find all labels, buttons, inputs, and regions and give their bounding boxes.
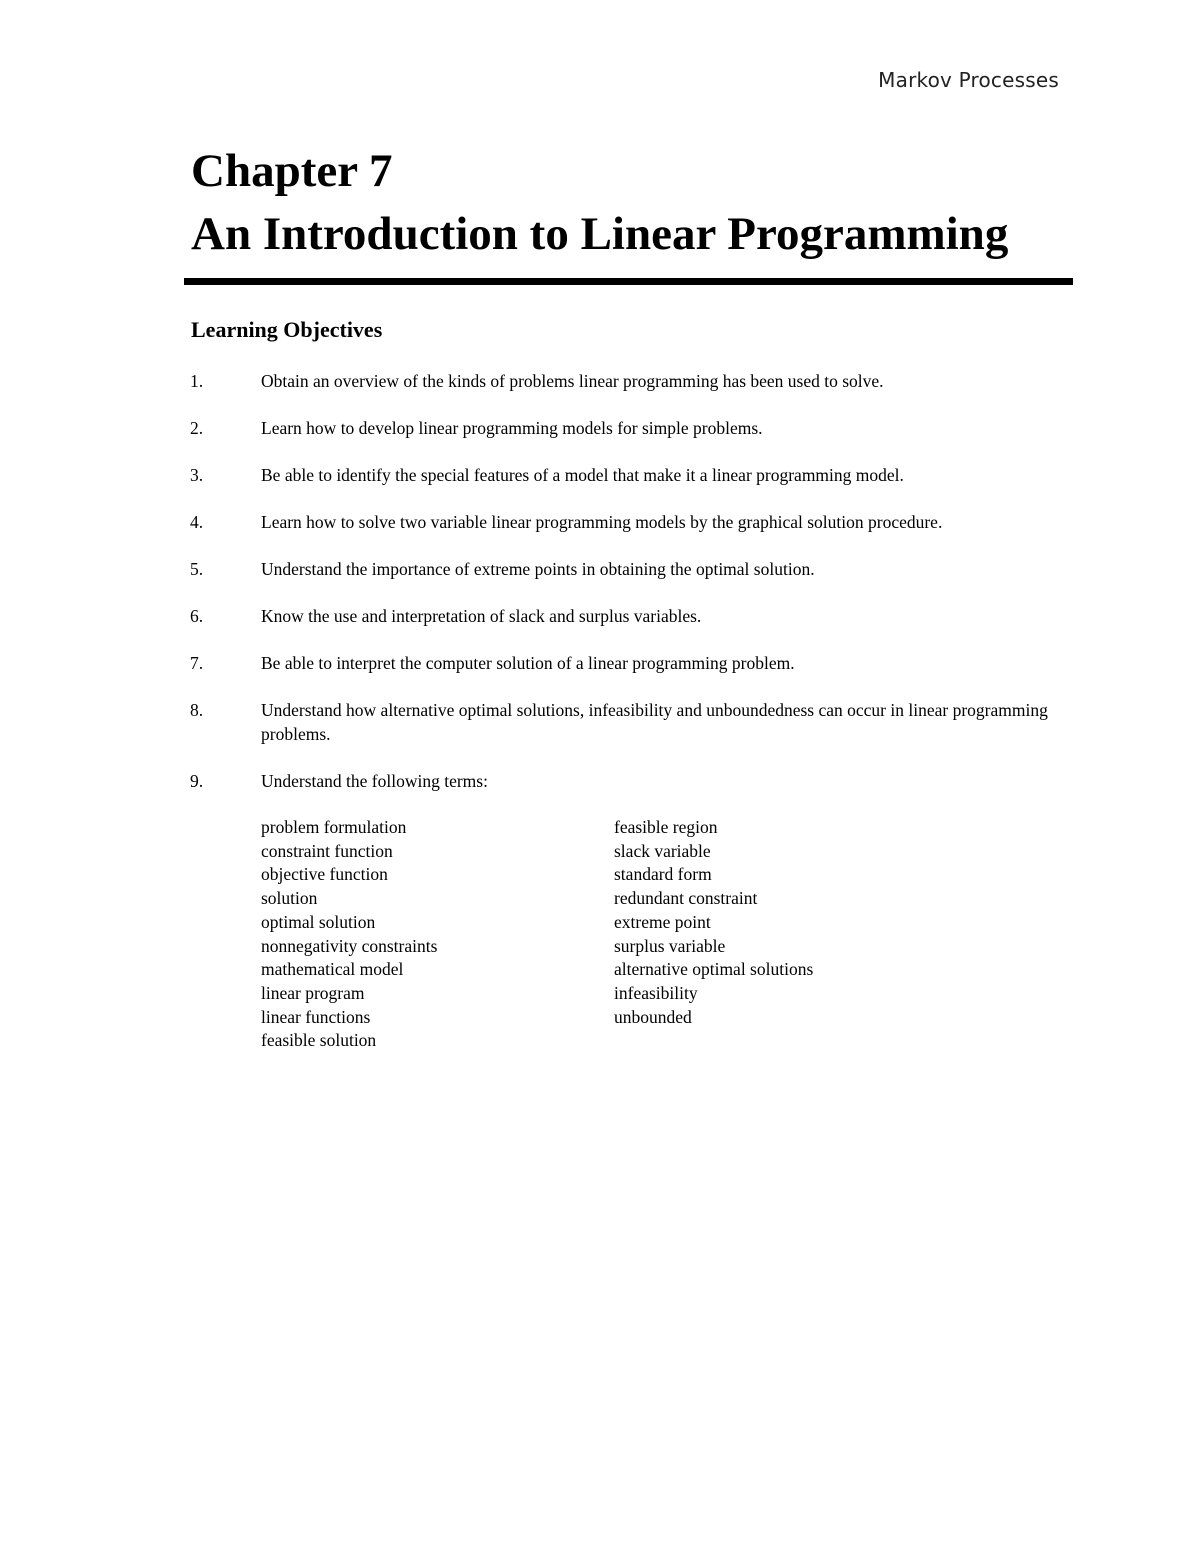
term-item: mathematical model: [261, 959, 404, 980]
objective-text: Learn how to develop linear programming models for simple problems.: [261, 418, 763, 438]
term-item: linear program: [261, 982, 365, 1003]
objective-text: Understand the importance of extreme points in obtaining the optimal solution.: [261, 559, 815, 579]
chapter-title: [191, 140, 1008, 266]
objective-text: Understand how alternative optimal solutions, infeasibility and unboundedness can occur in linear programming problems.: [261, 700, 1048, 744]
objective-text: Know the use and interpretation of slack and surplus variables.: [261, 606, 702, 626]
objectives-list: [190, 370, 1070, 817]
objective-number: 9.: [190, 770, 204, 791]
term-item: linear functions: [261, 1006, 371, 1027]
objective-text: Be able to interpret the computer solution of a linear programming problem.: [261, 653, 795, 673]
objective-item: [190, 558, 1070, 582]
title-divider: [184, 278, 1073, 285]
term-item: extreme point: [614, 911, 711, 932]
objective-number: 6.: [190, 606, 204, 626]
terms-column-right: [614, 816, 813, 1029]
objective-number: 5.: [190, 559, 204, 579]
term-item: solution: [261, 888, 318, 909]
objective-item: [190, 370, 1070, 394]
chapter-number: Chapter 7: [191, 145, 393, 197]
objective-text: Be able to identify the special features of a model that make it a linear programming model.: [261, 465, 904, 485]
term-item: infeasibility: [614, 982, 698, 1003]
objective-number: 2.: [190, 418, 204, 438]
objective-number: 4.: [190, 512, 204, 532]
objective-number: 7.: [190, 653, 204, 673]
chapter-name: An Introduction to Linear Programming: [191, 208, 1009, 260]
term-item: surplus variable: [614, 935, 726, 956]
objective-number: 1.: [190, 371, 204, 391]
objective-item: [190, 699, 1070, 746]
running-header: Markov Processes: [878, 68, 1059, 92]
objective-number: 3.: [190, 465, 204, 485]
objective-number: 8.: [190, 700, 204, 720]
objective-item: [190, 605, 1070, 629]
term-item: feasible region: [614, 817, 718, 837]
objective-item: [190, 464, 1070, 488]
term-item: redundant constraint: [614, 888, 758, 909]
section-heading: Learning Objectives: [191, 317, 383, 342]
objective-item: [190, 652, 1070, 676]
term-item: nonnegativity constraints: [261, 935, 438, 956]
term-item: optimal solution: [261, 911, 376, 932]
term-item: slack variable: [614, 840, 711, 861]
term-item: standard form: [614, 864, 712, 885]
objective-text: Understand the following terms:: [261, 770, 488, 791]
objective-item: [190, 417, 1070, 441]
objective-text: Learn how to solve two variable linear programming models by the graphical solution procedure.: [261, 512, 943, 532]
objective-item: [190, 511, 1070, 535]
terms-column-left: [261, 816, 437, 1053]
term-item: constraint function: [261, 840, 393, 861]
term-item: objective function: [261, 864, 388, 885]
term-item: alternative optimal solutions: [614, 959, 814, 980]
term-item: feasible solution: [261, 1030, 377, 1051]
term-item: unbounded: [614, 1006, 692, 1027]
objective-text: Obtain an overview of the kinds of problems linear programming has been used to solve.: [261, 371, 884, 391]
objective-item: [190, 770, 1070, 794]
term-item: problem formulation: [261, 817, 407, 837]
